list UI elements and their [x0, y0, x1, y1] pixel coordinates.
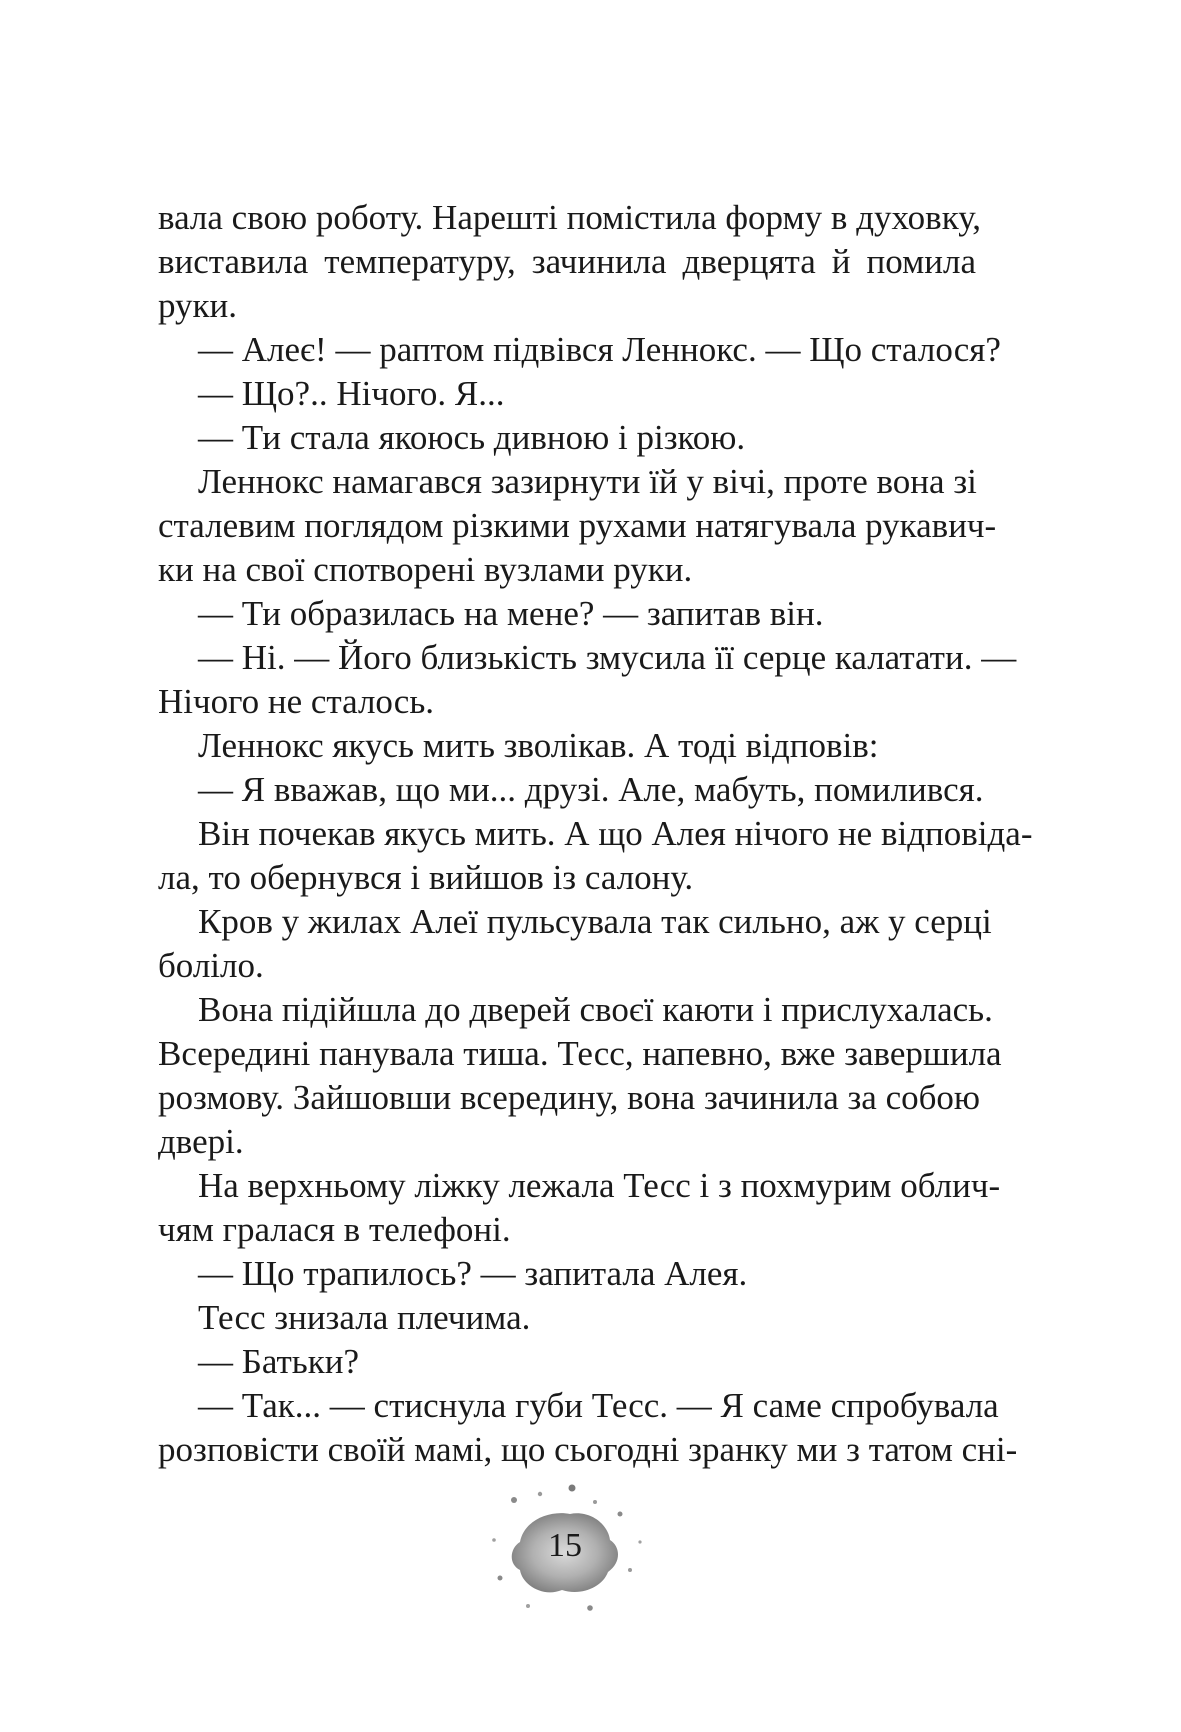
text-line: Леннокс намагався зазирнути їй у вічі, проте вона зі [198, 462, 977, 501]
text-line: — Що?.. Нічого. Я... [198, 374, 505, 413]
text-line: Всередині панувала тиша. Тесс, напевно, вже завершила [158, 1034, 1002, 1073]
page-body-text [158, 196, 1033, 1472]
text-line: Він почекав якусь мить. А що Алея нічого не відповіда- [198, 814, 1033, 853]
text-line: — Алеє! — раптом підвівся Леннокс. — Що сталося? [198, 330, 1001, 369]
text-line: — Ти стала якоюсь дивною і різкою. [198, 418, 746, 457]
text-line: — Ні. — Його близькість змусила її серце калатати. — [198, 638, 1017, 677]
text-line: На верхньому ліжку лежала Тесс і з похмурим облич- [198, 1166, 1001, 1205]
text-line: — Що трапилось? — запитала Алея. [198, 1254, 748, 1293]
text-line: — Так... — стиснула губи Тесс. — Я саме спробувала [198, 1386, 999, 1425]
text-line: вала свою роботу. Нарешті помістила форму в духовку, [158, 198, 981, 237]
text-line: Леннокс якусь мить зволікав. А тоді відповів: [198, 726, 879, 765]
text-line: — Ти образилась на мене? — запитав він. [198, 594, 824, 633]
text-line: — Батьки? [198, 1342, 360, 1381]
text-line: виставила температуру, зачинила дверцята й помила [158, 242, 976, 281]
text-line: ла, то обернувся і вийшов із салону. [158, 858, 694, 897]
text-line: Вона підійшла до дверей своєї каюти і прислухалась. [198, 990, 993, 1029]
page-number-area [480, 1480, 650, 1620]
text-line: розмову. Зайшовши всередину, вона зачинила за собою [158, 1078, 981, 1117]
text-line: Нічого не сталось. [158, 682, 435, 721]
page-number: 15 [548, 1527, 582, 1564]
text-line: — Я вважав, що ми... друзі. Але, мабуть, помилився. [198, 770, 984, 809]
text-line: Тесс знизала плечима. [198, 1298, 531, 1337]
text-line: чям гралася в телефоні. [158, 1210, 511, 1249]
text-line: ки на свої спотворені вузлами руки. [158, 550, 693, 589]
text-line: двері. [158, 1122, 244, 1161]
text-line: розповісти своїй мамі, що сьогодні зранку ми з татом сні- [158, 1430, 1018, 1469]
text-line: сталевим поглядом різкими рухами натягувала рукавич- [158, 506, 997, 545]
text-line: Кров у жилах Алеї пульсувала так сильно, аж у серці [198, 902, 992, 941]
text-line: боліло. [158, 946, 264, 985]
text-line: руки. [158, 286, 238, 325]
